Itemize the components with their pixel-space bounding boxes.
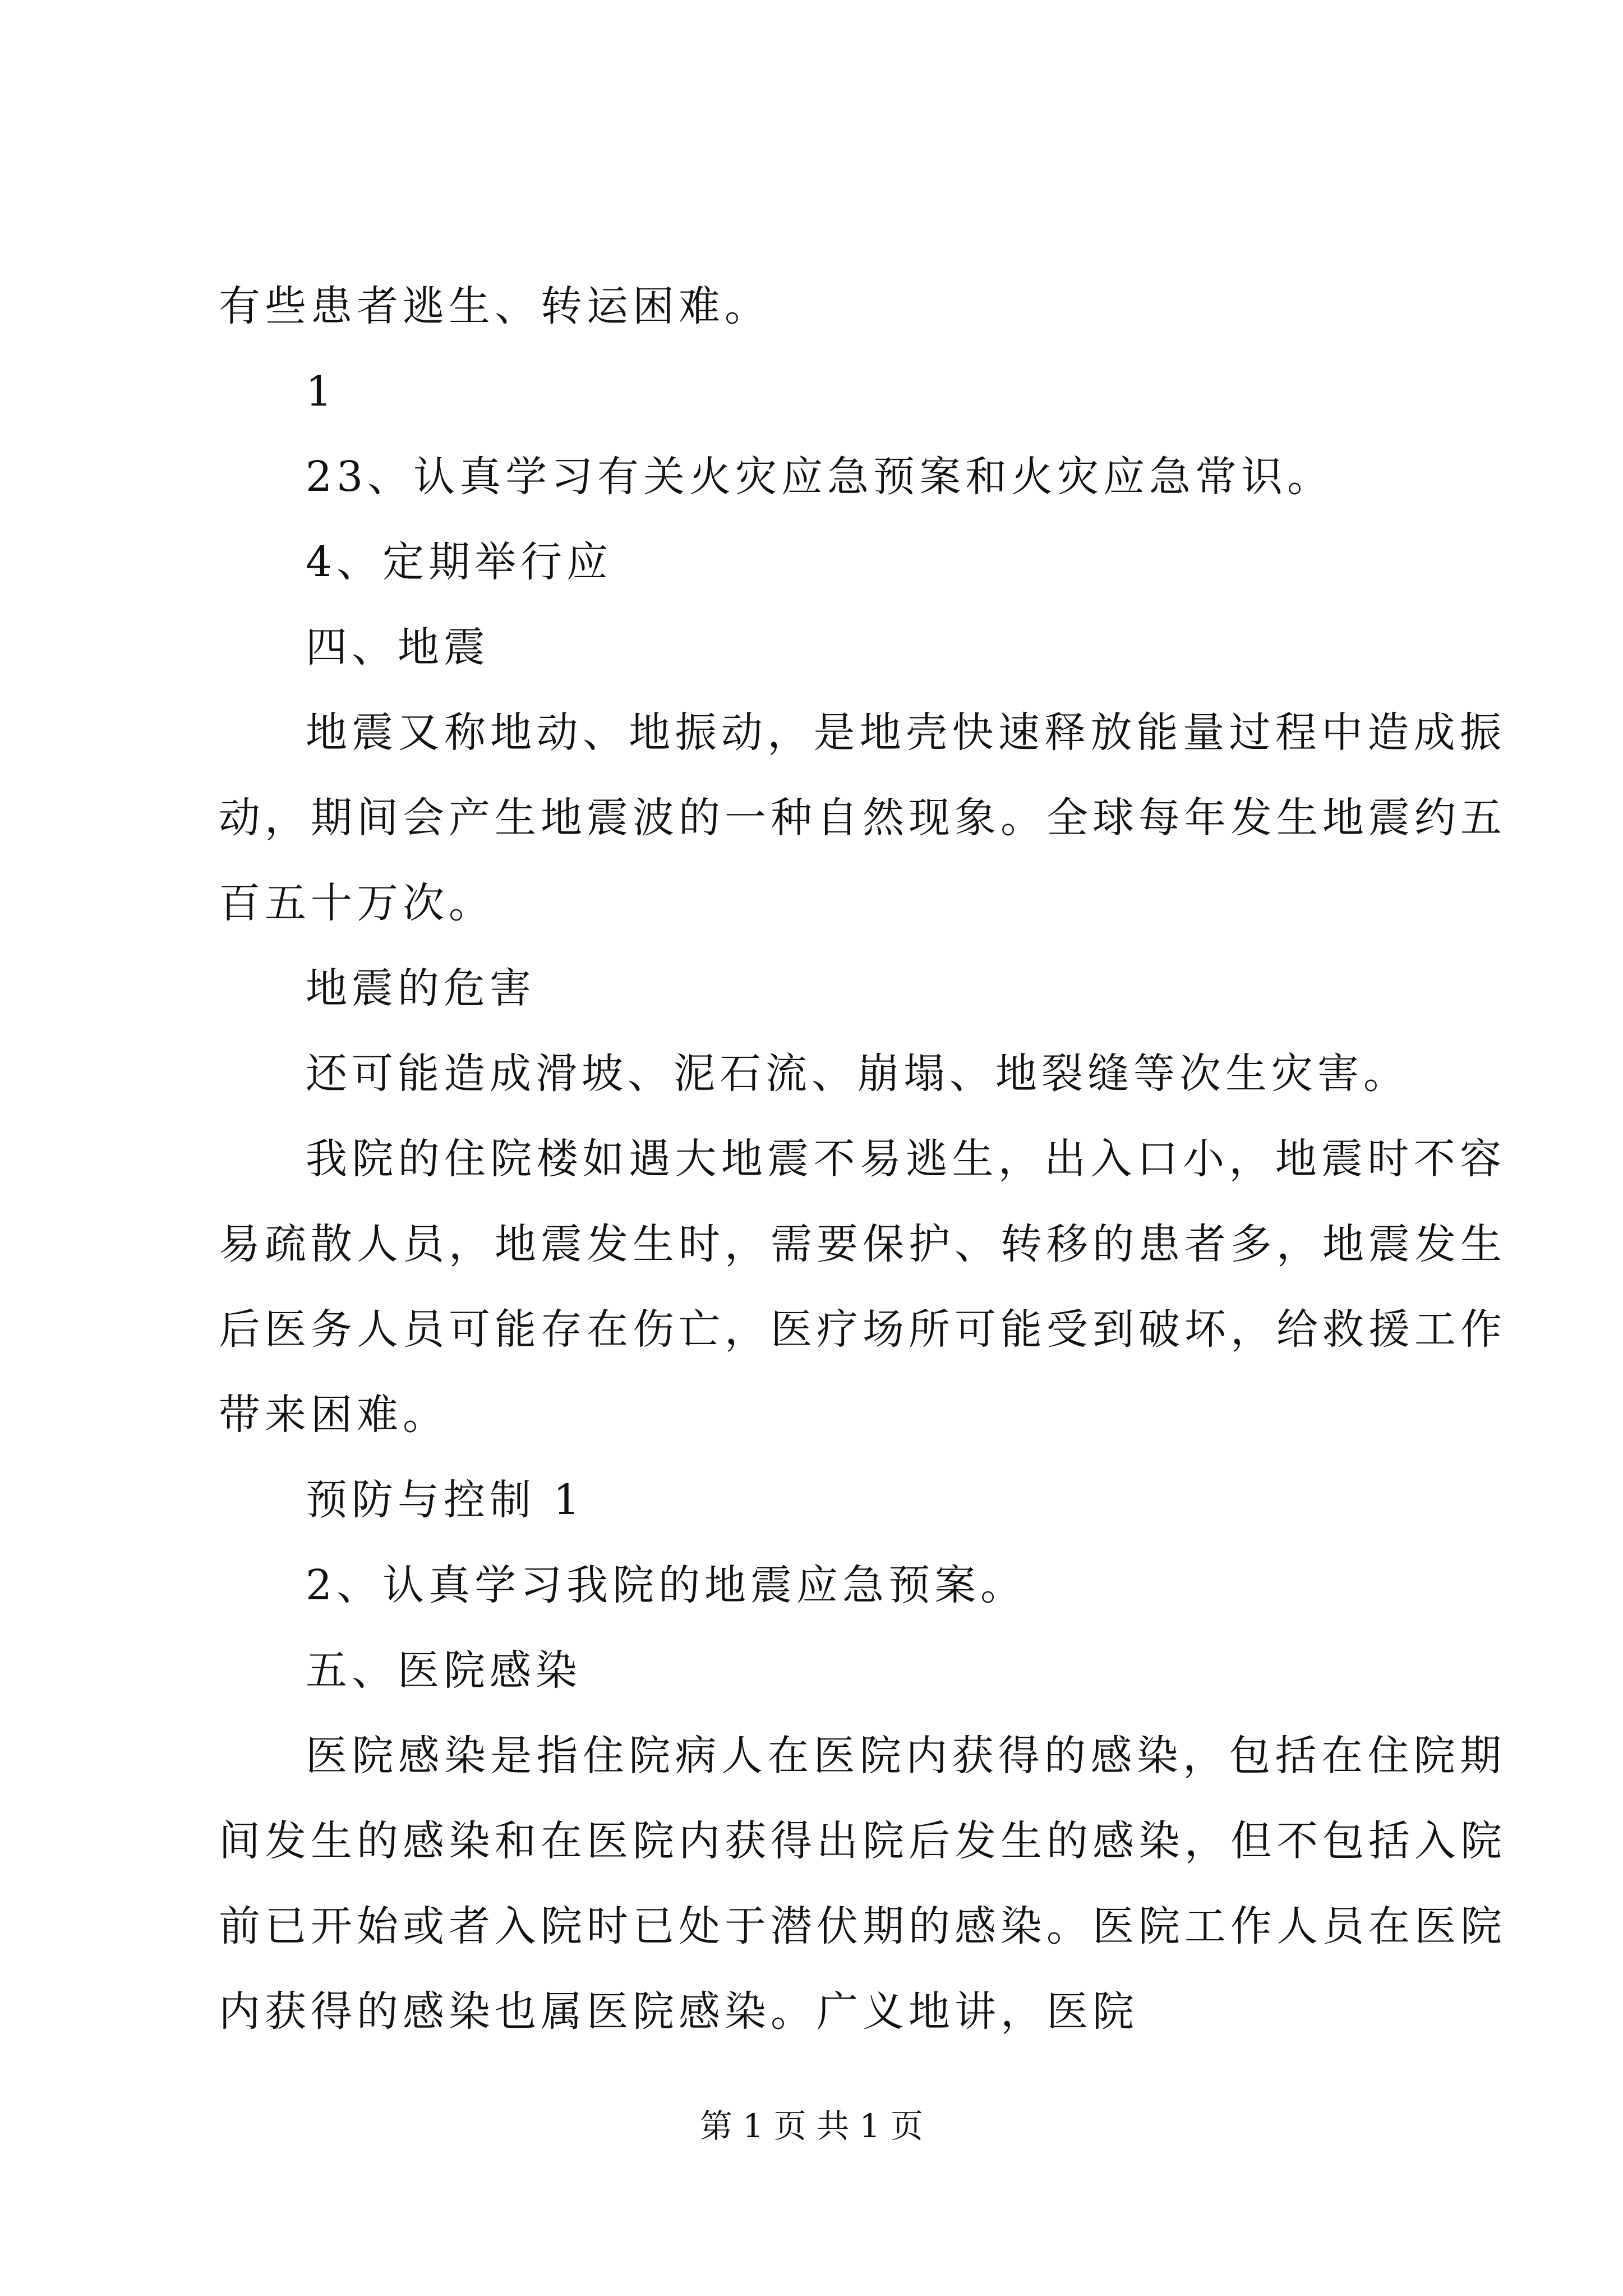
text-line: 间发生的感染和在医院内获得出院后发生的感染，但不包括入院 xyxy=(219,1817,1506,1865)
text-line: 23、认真学习有关火灾应急预案和火灾应急常识。 xyxy=(306,453,1334,501)
text-line: 4、定期举行应 xyxy=(306,538,613,586)
section-heading: 四、地震 xyxy=(306,623,490,671)
text-line: 地震又称地动、地振动，是地壳快速释放能量过程中造成振 xyxy=(306,708,1506,757)
section-heading: 五、医院感染 xyxy=(306,1646,582,1695)
text-line: 内获得的感染也属医院感染。广义地讲，医院 xyxy=(219,1987,1138,2036)
text-line: 有些患者逃生、转运困难。 xyxy=(219,282,771,330)
text-line: 百五十万次。 xyxy=(219,879,495,927)
document-body xyxy=(219,264,1506,2054)
text-line: 我院的住院楼如遇大地震不易逃生，出入口小，地震时不容 xyxy=(306,1135,1506,1183)
text-line: 2、认真学习我院的地震应急预案。 xyxy=(306,1561,1027,1609)
text-line: 动，期间会产生地震波的一种自然现象。全球每年发生地震约五 xyxy=(219,794,1506,842)
text-line: 还可能造成滑坡、泥石流、崩塌、地裂缝等次生灾害。 xyxy=(306,1050,1409,1098)
subheading: 地震的危害 xyxy=(306,964,536,1013)
text-line: 易疏散人员，地震发生时，需要保护、转移的患者多，地震发生 xyxy=(219,1220,1506,1268)
text-line: 后医务人员可能存在伤亡，医疗场所可能受到破坏，给救援工作 xyxy=(219,1305,1506,1354)
text-line: 前已开始或者入院时已处于潜伏期的感染。医院工作人员在医院 xyxy=(219,1902,1506,1950)
text-line: 医院感染是指住院病人在医院内获得的感染，包括在住院期 xyxy=(306,1732,1506,1780)
text-line: 1 xyxy=(306,367,337,416)
text-line: 带来困难。 xyxy=(219,1391,449,1439)
subheading: 预防与控制 1 xyxy=(306,1476,584,1524)
page-footer: 第 1 页 共 1 页 xyxy=(700,2107,923,2145)
